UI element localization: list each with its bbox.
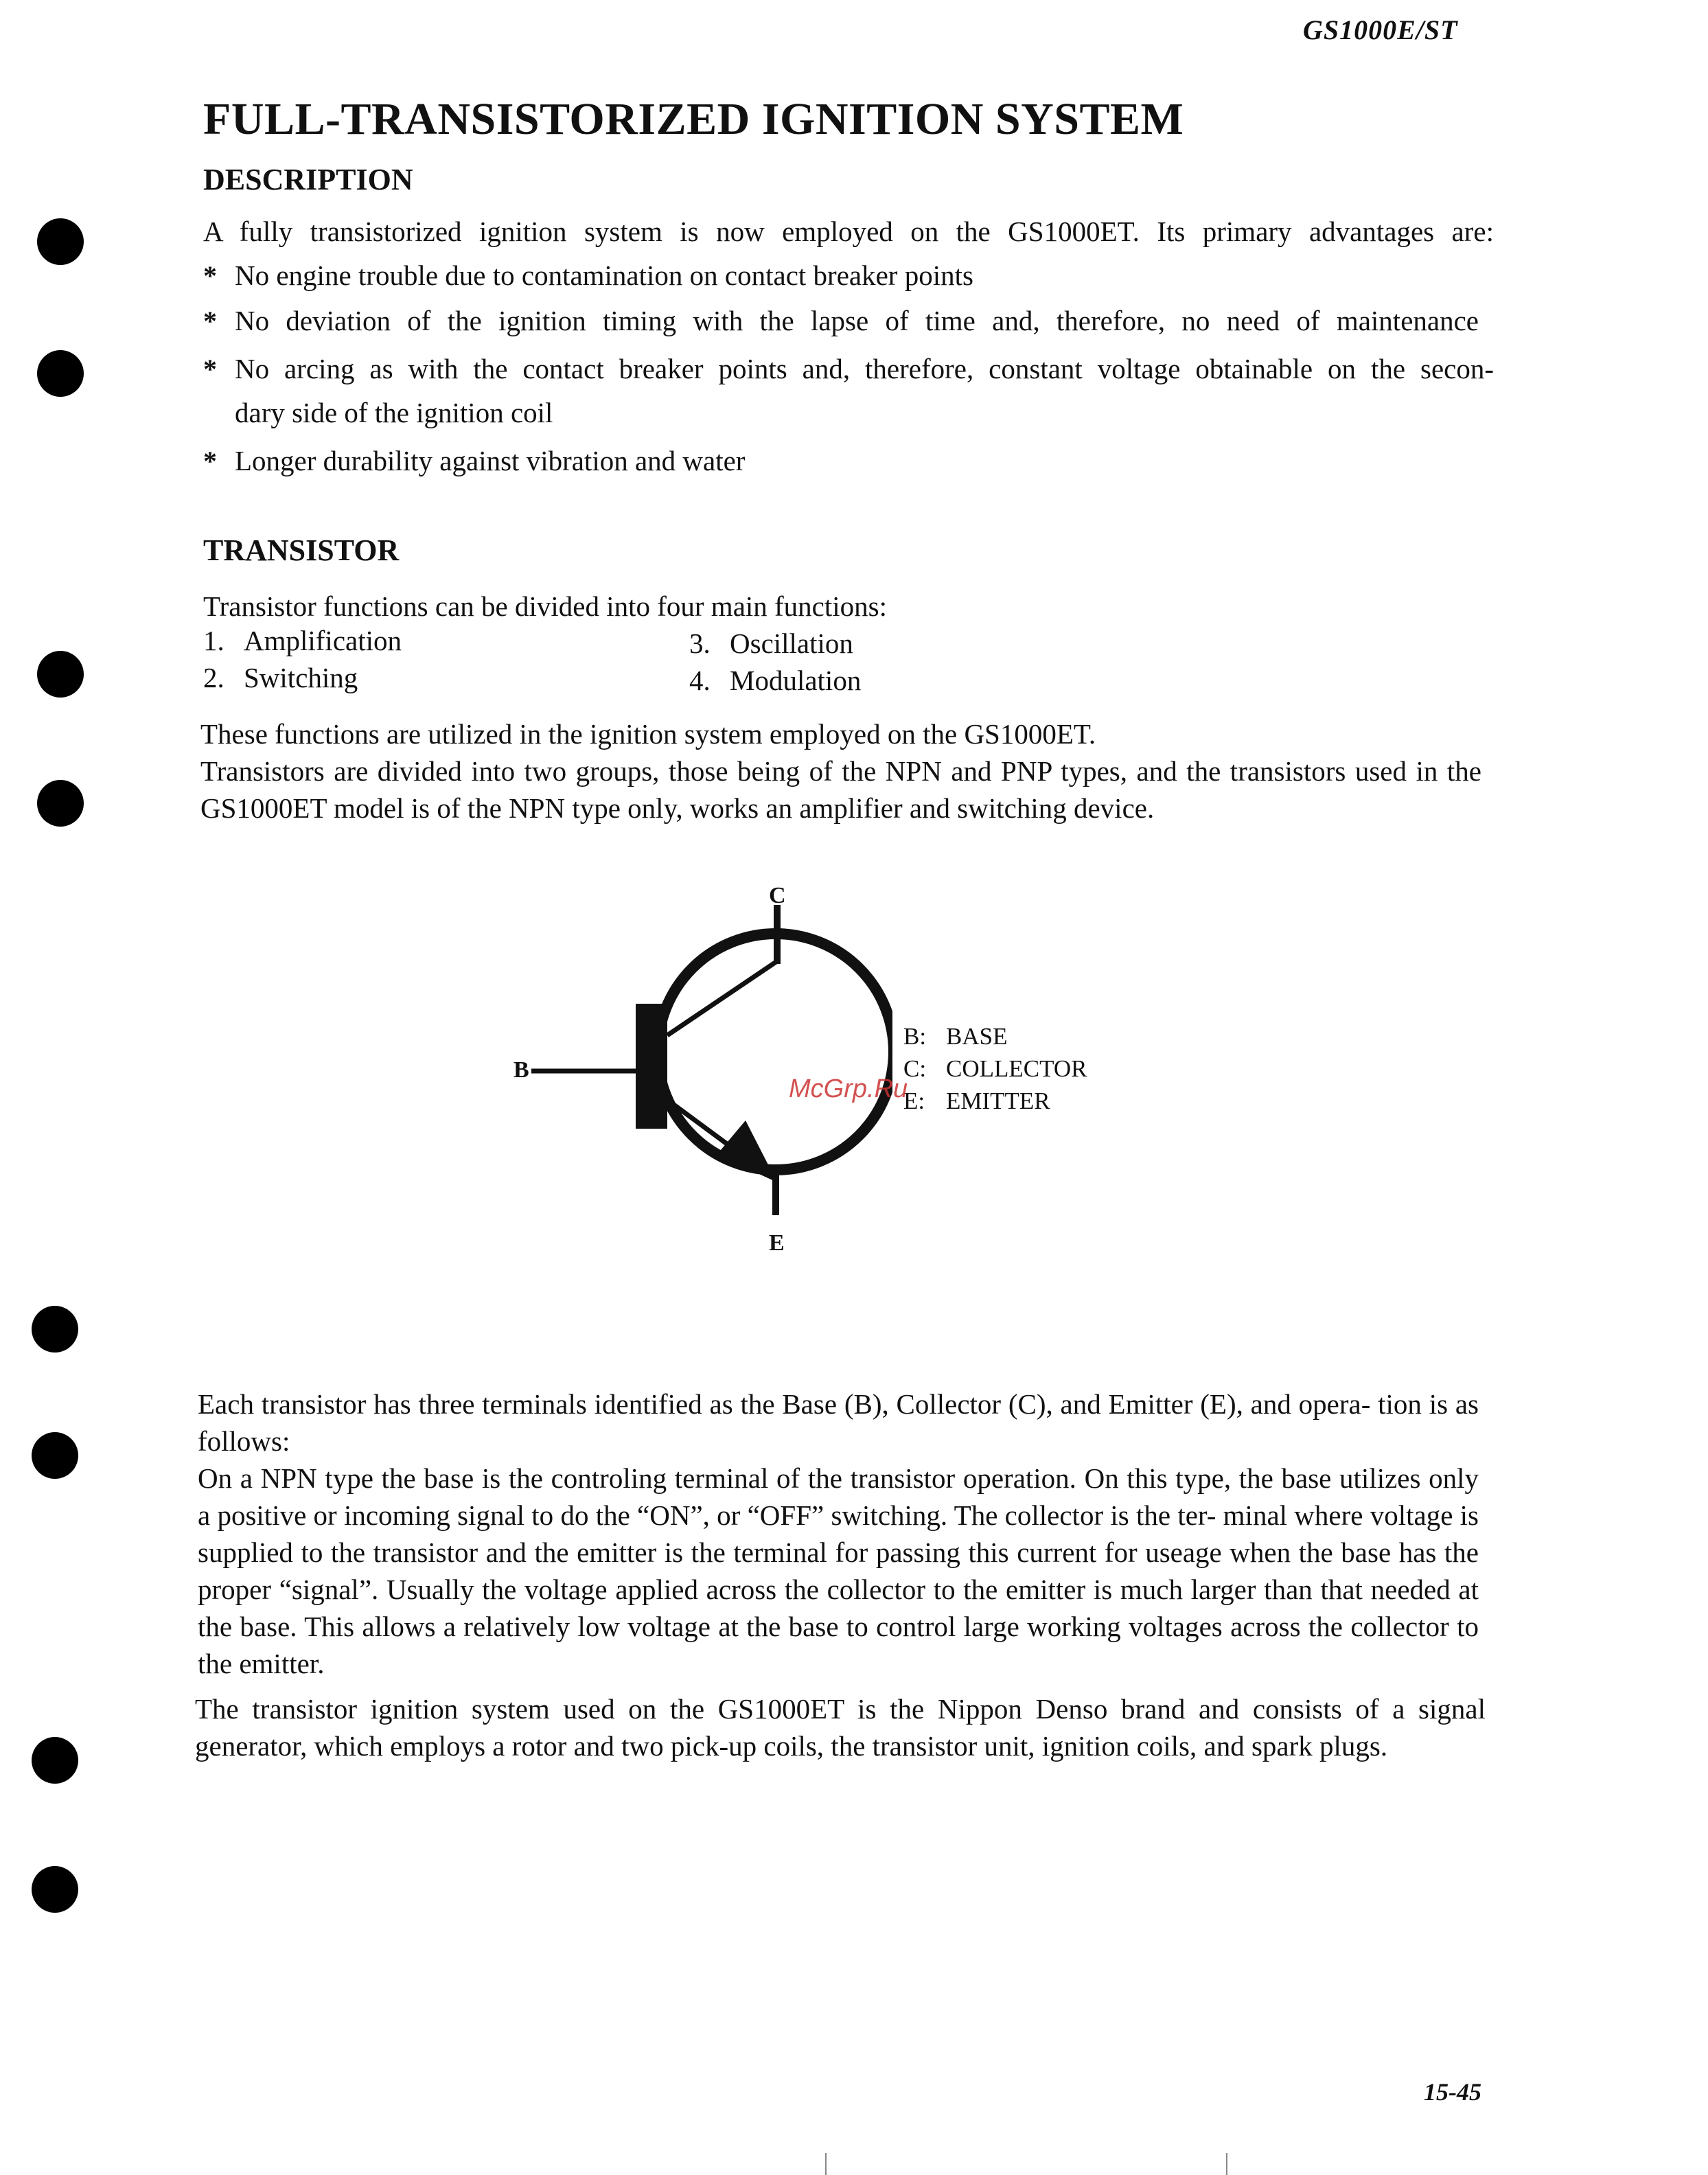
bullet-marker: * (203, 306, 217, 336)
function-item (203, 622, 402, 659)
function-label: Amplification (244, 625, 402, 656)
function-number: 2. (203, 662, 224, 693)
legend-key: E: (903, 1088, 925, 1114)
emitter-arrow (717, 1120, 777, 1182)
terminal-b-label: B (513, 1057, 529, 1083)
operation-paragraph-3: The transistor ignition system used on the GS1000ET is the Nippon Denso brand and consists of a signal generator, which employs a rotor and two pick-up coils, the transistor unit, ignition coils, and spark plugs. (195, 1693, 1486, 1762)
legend-value: COLLECTOR (946, 1055, 1087, 1082)
legend-row (903, 1052, 1087, 1085)
function-item (203, 659, 358, 696)
binder-hole (37, 350, 84, 397)
binder-hole (37, 780, 84, 827)
bullet-marker: * (203, 446, 217, 476)
function-number: 4. (689, 665, 711, 696)
legend-row (903, 1085, 1087, 1117)
npn-transistor-symbol (481, 872, 892, 1270)
function-label: Switching (244, 662, 358, 693)
binder-hole (32, 1306, 78, 1353)
watermark-text: McGrp.Ru (789, 1074, 908, 1103)
function-label: Oscillation (730, 628, 853, 659)
legend-key: B: (903, 1023, 927, 1050)
transistor-paragraph-1: These functions are utilized in the ignition system employed on the GS1000ET. (200, 718, 1096, 750)
scan-tick-mark (1226, 2153, 1227, 2175)
operation-paragraph-2: On a NPN type the base is the controling terminal of the transistor operation. On this type, the base utilizes only a positive or incoming signal to do the “ON”, or “OFF” switching. The collector is the ter- minal where voltage is supplied to the transistor and the emitter is the terminal for passing this current for useage when the base has the proper “signal”. Usually the voltage applied across the collector to the emitter is much larger than that needed at the base. This allows a relatively low voltage at the base to control large working voltages across the collector to the emitter. (198, 1462, 1479, 1679)
bullet-1: No engine trouble due to contamination on contact breaker points (235, 260, 973, 291)
bullet-3-continued: dary side of the ignition coil (235, 397, 553, 428)
transistor-paragraph-2: Transistors are divided into two groups, those being of the NPN and PNP types, and the transistors used in the GS1000ET model is of the NPN type only, works an amplifier and switching device. (200, 755, 1481, 824)
description-intro: A fully transistorized ignition system is now employed on the GS1000ET. Its primary advantages are: (203, 216, 1494, 247)
binder-hole (32, 1432, 78, 1479)
function-label: Modulation (730, 665, 862, 696)
binder-hole (32, 1866, 78, 1913)
bullet-marker: * (203, 260, 217, 291)
bullet-2: No deviation of the ignition timing with the lapse of time and, therefore, no need of maintenance (235, 305, 1479, 336)
bullet-4: Longer durability against vibration and water (235, 445, 746, 476)
function-number: 1. (203, 625, 224, 656)
model-header: GS1000E/ST (1303, 14, 1458, 45)
function-number: 3. (689, 628, 711, 659)
page-title: FULL-TRANSISTORIZED IGNITION SYSTEM (203, 94, 1184, 144)
description-heading: DESCRIPTION (203, 163, 413, 196)
transistor-intro: Transistor functions can be divided into four main functions: (203, 590, 888, 622)
bullet-marker: * (203, 354, 217, 384)
function-item (689, 625, 853, 662)
page-number: 15-45 (1424, 2078, 1481, 2106)
operation-paragraph-1: Each transistor has three terminals identified as the Base (B), Collector (C), and Emitter (E), and opera- tion is as follows: (198, 1388, 1479, 1457)
bullet-3: No arcing as with the contact breaker points and, therefore, constant voltage obtainable on the secon- (235, 353, 1494, 384)
legend-value: BASE (946, 1023, 1008, 1050)
transistor-envelope (658, 934, 892, 1170)
binder-hole (32, 1737, 78, 1784)
legend-key: C: (903, 1055, 927, 1082)
terminal-e-label: E (769, 1230, 785, 1256)
function-item (689, 662, 861, 699)
terminal-c-label: C (769, 883, 786, 908)
legend-value: EMITTER (946, 1088, 1050, 1114)
scan-tick-mark (825, 2153, 827, 2175)
terminal-legend (903, 1020, 1087, 1117)
transistor-heading: TRANSISTOR (203, 533, 400, 567)
binder-hole (37, 218, 84, 265)
base-bar (636, 1004, 667, 1129)
binder-hole (37, 651, 84, 698)
legend-row (903, 1020, 1087, 1052)
